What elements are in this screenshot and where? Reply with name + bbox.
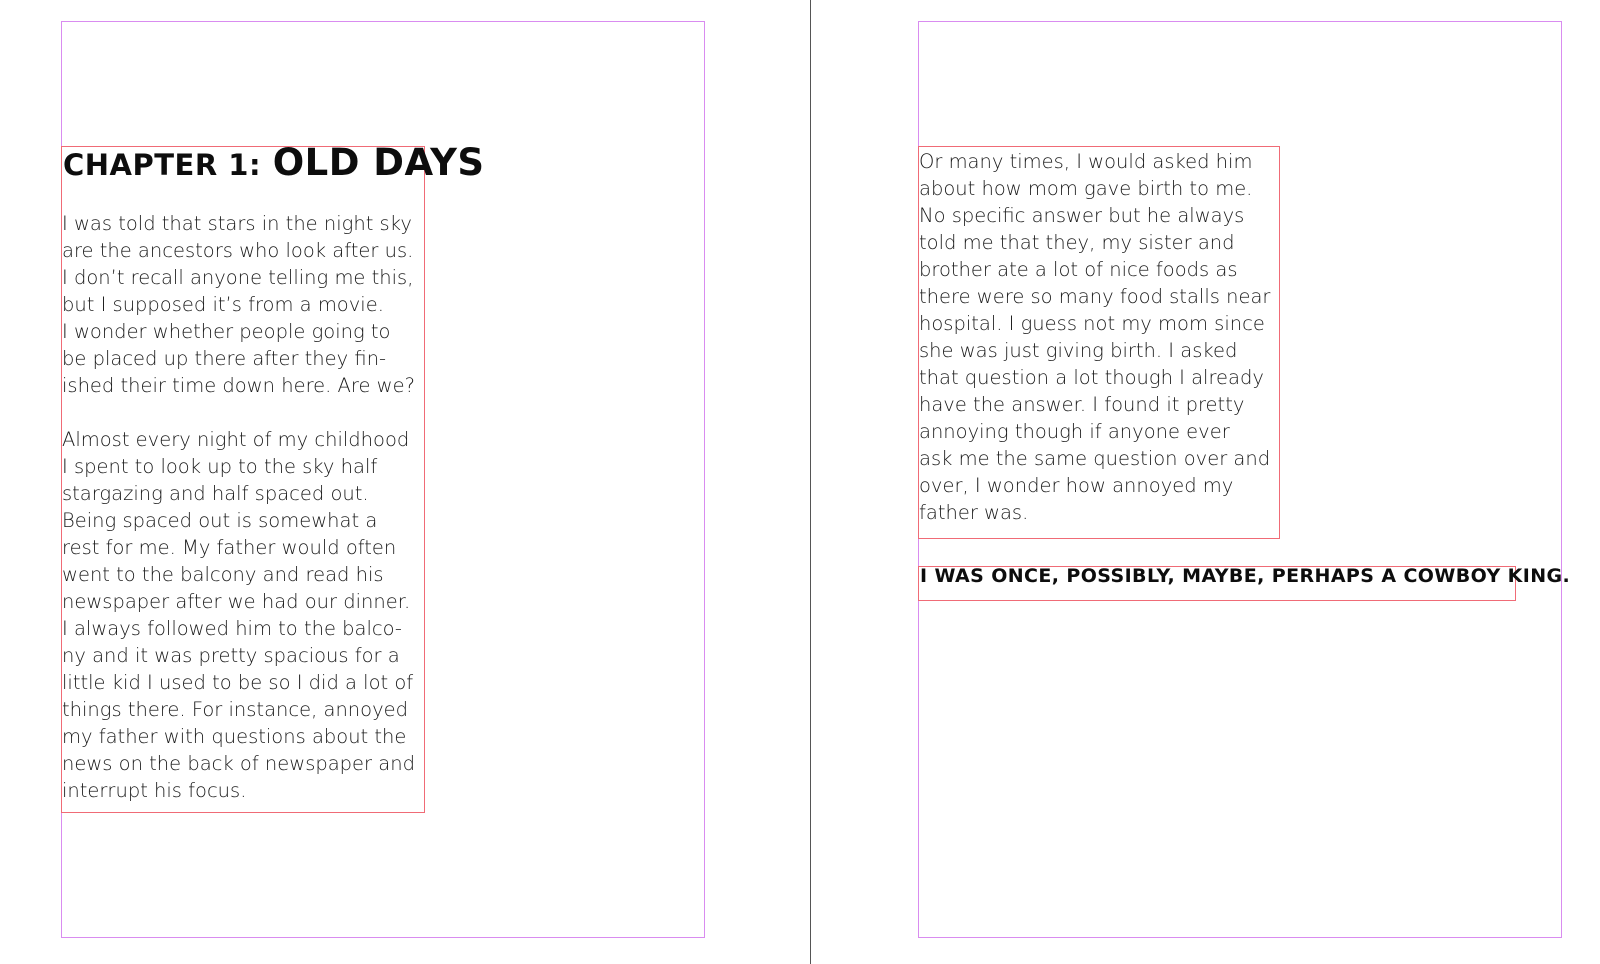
- text-line: stargazing and half spaced out.: [62, 482, 369, 505]
- chapter-title: OLD DAYS: [272, 141, 485, 184]
- text-line: little kid I used to be so I did a lot of: [62, 671, 414, 694]
- text-line: Or many times, I would asked him: [919, 150, 1253, 173]
- text-line: things there. For instance, annoyed: [62, 698, 409, 721]
- text-line: she was just giving birth. I asked: [919, 339, 1238, 362]
- text-line: I wonder whether people going to: [62, 320, 391, 343]
- left-body-text: [62, 210, 426, 804]
- text-line: Almost every night of my childhood: [62, 428, 410, 451]
- text-line: over, I wonder how annoyed my: [919, 474, 1234, 497]
- text-line: hospital. I guess not my mom since: [919, 312, 1265, 335]
- text-line: No specific answer but he always: [919, 204, 1245, 227]
- text-line: but I supposed it’s from a movie.: [62, 293, 384, 316]
- text-line: I always followed him to the balco-: [62, 617, 402, 640]
- text-line: I don’t recall anyone telling me this,: [62, 266, 414, 289]
- text-line: brother ate a lot of nice foods as: [919, 258, 1238, 281]
- text-line: told me that they, my sister and: [919, 231, 1235, 254]
- pull-quote-frame[interactable]: [918, 565, 1571, 601]
- text-line: ished their time down here. Are we?: [62, 374, 415, 397]
- text-line: father was.: [919, 501, 1029, 524]
- left-text-frame[interactable]: [61, 141, 485, 813]
- text-line: about how mom gave birth to me.: [919, 177, 1253, 200]
- text-line: are the ancestors who look after us.: [62, 239, 414, 262]
- text-line: news on the back of newspaper and: [62, 752, 415, 775]
- text-line: ny and it was pretty spacious for a: [62, 644, 400, 667]
- chapter-label: CHAPTER 1:: [63, 148, 262, 182]
- paragraph-2: [62, 426, 426, 804]
- chapter-heading: [63, 141, 485, 184]
- text-line: ask me the same question over and: [919, 447, 1271, 470]
- text-line: my father with questions about the: [62, 725, 407, 748]
- text-line: I was told that stars in the night sky: [62, 212, 412, 235]
- paragraph-gap: [62, 399, 426, 426]
- text-line: interrupt his focus.: [62, 779, 247, 802]
- right-body-text: [919, 148, 1281, 526]
- text-line: that question a lot though I already: [919, 366, 1264, 389]
- text-line: have the answer. I found it pretty: [919, 393, 1245, 416]
- text-line: went to the balcony and read his: [62, 563, 384, 586]
- text-line: be placed up there after they fin-: [62, 347, 387, 370]
- text-line: I spent to look up to the sky half: [62, 455, 378, 478]
- pull-quote: I WAS ONCE, POSSIBLY, MAYBE, PERHAPS A COWBOY KING.: [920, 565, 1571, 587]
- text-line: newspaper after we had our dinner.: [62, 590, 411, 613]
- text-line: annoying though if anyone ever: [919, 420, 1230, 443]
- paragraph-1: [62, 210, 426, 399]
- right-text-frame[interactable]: [918, 146, 1280, 539]
- spread-spine: [810, 0, 811, 964]
- text-line: Being spaced out is somewhat a: [62, 509, 378, 532]
- text-line: there were so many food stalls near: [919, 285, 1271, 308]
- text-line: rest for me. My father would often: [62, 536, 397, 559]
